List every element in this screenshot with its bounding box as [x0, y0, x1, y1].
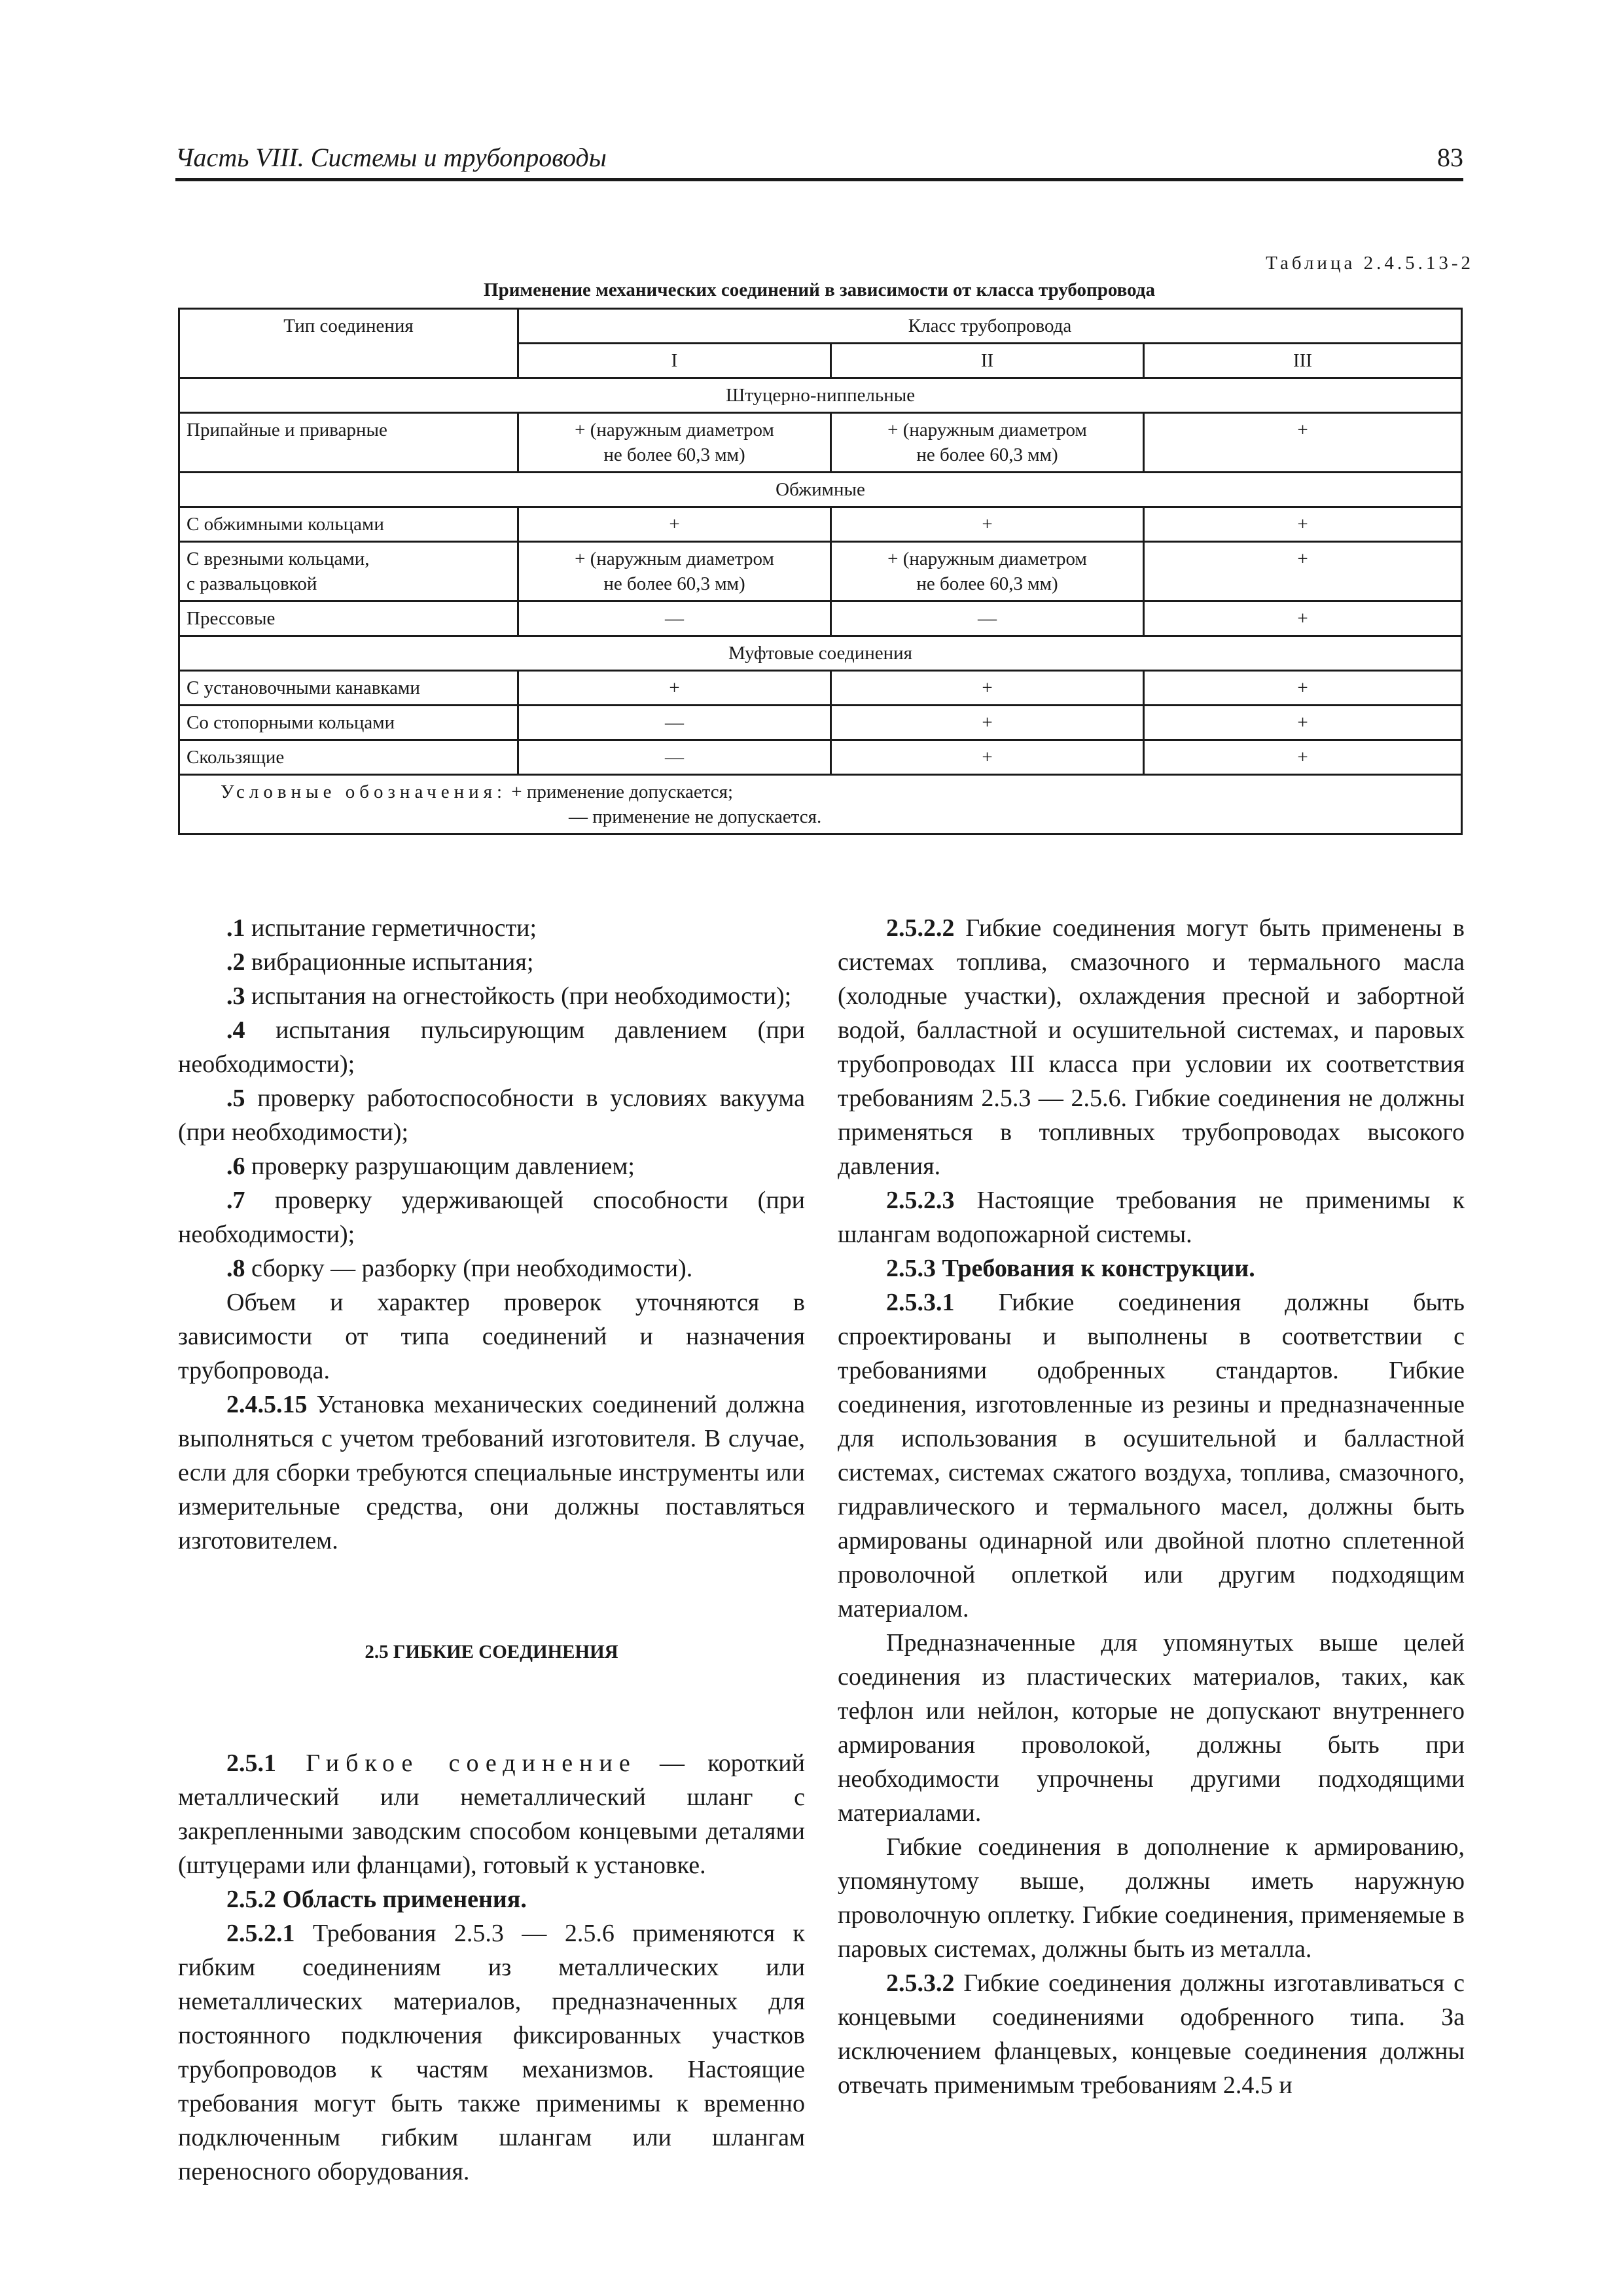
class-value-cell: +	[831, 671, 1144, 706]
list-item	[178, 1183, 805, 1251]
clause-text: Гибкие соединения должны изготавливаться с концевыми соединениями одобренного типа. За исключением фланцевых, концевые соединения должны отвечать применимым требованиям 2.4.5 и	[838, 1969, 1465, 2099]
class-value-cell: + (наружным диаметром не более 60,3 мм)	[831, 542, 1144, 601]
list-item	[178, 911, 805, 945]
table-caption: Применение механических соединений в зависимости от класса трубопровода	[484, 279, 1155, 300]
class-3: III	[1144, 344, 1462, 378]
class-value-cell: +	[518, 507, 831, 542]
paragraph-2-5-3	[838, 1251, 1465, 1285]
class-value-cell: +	[1144, 413, 1462, 473]
item-text: сборку — разборку (при необходимости).	[245, 1255, 693, 1282]
list-item	[178, 979, 805, 1013]
clause-number: 2.5.2.2	[886, 914, 955, 942]
item-number: .3	[226, 982, 245, 1010]
clause-number: 2.5.1	[226, 1749, 276, 1777]
class-value-cell: +	[1144, 601, 1462, 636]
connection-type-cell: Припайные и приварные	[179, 413, 518, 473]
connection-type-cell: Со стопорными кольцами	[179, 706, 518, 740]
table-row	[179, 542, 1462, 601]
list-item	[178, 1081, 805, 1149]
header-class: Класс трубопровода	[518, 309, 1462, 344]
table-row	[179, 601, 1462, 636]
paragraph-2-5-3-1	[838, 1285, 1465, 1626]
class-2: II	[831, 344, 1144, 378]
item-text: испытания на огнестойкость (при необходимости);	[245, 982, 792, 1010]
section-heading: 2.5 ГИБКИЕ СОЕДИНЕНИЯ	[365, 1641, 618, 1662]
table-section-row	[179, 378, 1462, 413]
clause-number: 2.5.2.1	[226, 1920, 295, 1947]
class-value-cell: +	[1144, 507, 1462, 542]
class-value-cell: —	[518, 601, 831, 636]
paragraph-volume: Объем и характер проверок уточняются в зависимости от типа соединений и назначения трубопровода.	[178, 1289, 805, 1384]
connection-type-cell: С установочными канавками	[179, 671, 518, 706]
page-header	[175, 137, 1463, 181]
subsection-title: 2.5.2 Область применения.	[226, 1886, 527, 1913]
section-title: Штуцерно-ниппельные	[179, 378, 1462, 413]
connection-type-cell: С врезными кольцами, с развальцовкой	[179, 542, 518, 601]
item-number: .5	[226, 1085, 245, 1112]
section-title: Муфтовые соединения	[179, 636, 1462, 671]
class-value-cell: +	[831, 740, 1144, 775]
clause-text: Гибкие соединения должны быть спроектированы и выполнены в соответствии с требованиями одобренных стандартов. Гибкие соединения, изготовленные из резины и предназначенные для использования в осушительной и балластной системах, системах сжатого воздуха, топлива, смазочного, гидравлического и термального масел, должны быть армированы одинарной или двойной плотно сплетенной проволочной оплеткой или другим подходящим материалом.	[838, 1289, 1465, 1623]
class-value-cell: —	[831, 601, 1144, 636]
clause-number: 2.4.5.15	[226, 1391, 308, 1418]
item-text: испытание герметичности;	[245, 914, 537, 942]
item-text: проверку работоспособности в условиях вакуума (при необходимости);	[178, 1085, 805, 1146]
clause-text: Установка механических соединений должна выполняться с учетом требований изготовителя. В случае, если для сборки требуются специальные инструменты или измерительные средства, они должны поставляться изготовителем.	[178, 1391, 805, 1554]
clause-text: Гибкие соединения могут быть применены в системах топлива, смазочного и термального масла (холодные участки), охлаждения пресной и забортной водой, балластной и осушительной системах, и паровых трубопроводах III класса при условии их соответствия требованиям 2.5.3 — 2.5.6. Гибкие соединения не должны применяться в топливных трубопроводах высокого давления.	[838, 914, 1465, 1180]
item-text: вибрационные испытания;	[245, 948, 534, 976]
legend-plus: + применение допускается;	[511, 781, 734, 802]
class-value-cell: +	[1144, 671, 1462, 706]
table-row	[179, 706, 1462, 740]
section-title: Обжимные	[179, 473, 1462, 507]
table-header-row	[179, 309, 1462, 344]
legend-label: Условные обозначения:	[221, 781, 507, 802]
paragraph-2-4-5-15	[178, 1388, 805, 1558]
paragraph-2-5-2-1	[178, 1916, 805, 2189]
item-text: проверку удерживающей способности (при необходимости);	[178, 1187, 805, 1248]
list-item	[178, 1251, 805, 1285]
item-number: .1	[226, 914, 245, 942]
class-value-cell: +	[1144, 740, 1462, 775]
defined-term: Гибкое соединение	[276, 1749, 637, 1777]
clause-text: Настоящие требования не применимы к шлангам водопожарной системы.	[838, 1187, 1465, 1248]
class-value-cell: +	[831, 507, 1144, 542]
clause-number: 2.5.3.2	[886, 1969, 955, 1997]
clause-number: 2.5.2.3	[886, 1187, 955, 1214]
table-row	[179, 413, 1462, 473]
item-number: .8	[226, 1255, 245, 1282]
table-row	[179, 740, 1462, 775]
legend-minus: — применение не допускается.	[569, 806, 822, 827]
subsection-title: 2.5.3 Требования к конструкции.	[886, 1255, 1255, 1282]
table-row	[179, 671, 1462, 706]
class-1: I	[518, 344, 831, 378]
item-number: .7	[226, 1187, 245, 1214]
header-type: Тип соединения	[179, 309, 518, 378]
left-column	[178, 911, 805, 2189]
clause-number: 2.5.3.1	[886, 1289, 955, 1316]
item-text: испытания пульсирующим давлением (при необходимости);	[178, 1016, 805, 1078]
connection-type-cell: Прессовые	[179, 601, 518, 636]
legend-cell	[179, 775, 1462, 834]
running-title: Часть VIII. Системы и трубопроводы	[175, 143, 607, 172]
list-item	[178, 1149, 805, 1183]
clause-text: Требования 2.5.3 — 2.5.6 применяются к гибким соединениям из металлических или неметаллических материалов, предназначенных для постоянного подключения фиксированных участков трубопроводов к частям механизмов. Настоящие требования могут быть также применимы к временно подключенным гибким шлангам или шлангам переносного оборудования.	[178, 1920, 805, 2185]
page-number: 83	[1437, 143, 1463, 172]
paragraph-steam: Гибкие соединения в дополнение к армированию, упомянутому выше, должны иметь наружную проволочную оплетку. Гибкие соединения, применяемые в паровых системах, должны быть из металла.	[838, 1833, 1465, 1963]
paragraph-2-5-1	[178, 1746, 805, 1882]
right-column	[838, 911, 1465, 2102]
paragraph-2-5-3-2	[838, 1966, 1465, 2102]
list-item	[178, 945, 805, 979]
test-list	[178, 911, 805, 1285]
paragraph-2-5-2-3	[838, 1183, 1465, 1251]
class-value-cell: +	[518, 671, 831, 706]
table-section-row	[179, 473, 1462, 507]
class-value-cell: +	[831, 706, 1144, 740]
legend-row	[179, 775, 1462, 834]
item-number: .2	[226, 948, 245, 976]
class-value-cell: —	[518, 706, 831, 740]
paragraph-2-5-2-2	[838, 911, 1465, 1183]
item-number: .6	[226, 1153, 245, 1180]
paragraph-plastic: Предназначенные для упомянутых выше целей соединения из пластических материалов, таких, как тефлон или нейлон, которые не допускают внутреннего армирования проволокой, должны быть при необходимости упрочнены другими подходящими материалами.	[838, 1629, 1465, 1827]
class-value-cell: —	[518, 740, 831, 775]
table-number: Таблица 2.4.5.13-2	[1266, 253, 1474, 274]
paragraph-2-5-2	[178, 1882, 805, 1916]
connections-table	[178, 308, 1463, 835]
table-section-row	[179, 636, 1462, 671]
class-value-cell: + (наружным диаметром не более 60,3 мм)	[518, 413, 831, 473]
class-value-cell: + (наружным диаметром не более 60,3 мм)	[831, 413, 1144, 473]
class-value-cell: +	[1144, 542, 1462, 601]
class-value-cell: + (наружным диаметром не более 60,3 мм)	[518, 542, 831, 601]
clause-text: — короткий металлический или неметаллический шланг с закрепленными заводским способом концевыми деталями (штуцерами или фланцами), готовый к установке.	[178, 1749, 805, 1879]
connection-type-cell: Скользящие	[179, 740, 518, 775]
connection-type-cell: С обжимными кольцами	[179, 507, 518, 542]
item-text: проверку разрушающим давлением;	[245, 1153, 635, 1180]
item-number: .4	[226, 1016, 245, 1044]
table-row	[179, 507, 1462, 542]
class-value-cell: +	[1144, 706, 1462, 740]
list-item	[178, 1013, 805, 1081]
